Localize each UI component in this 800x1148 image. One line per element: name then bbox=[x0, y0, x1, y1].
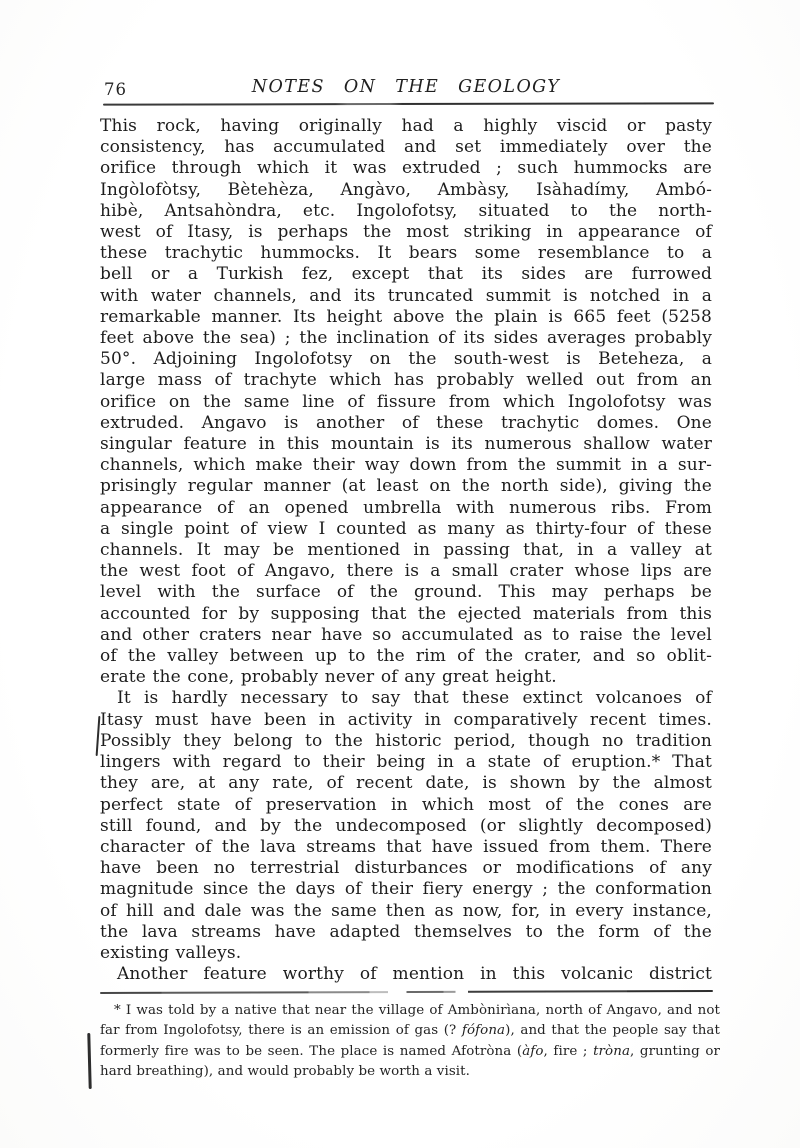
text-segment: ), and that the people say that bbox=[505, 1023, 720, 1039]
page-number: 76 bbox=[104, 80, 127, 99]
text-line bbox=[100, 434, 712, 455]
text-line bbox=[100, 561, 712, 582]
text-segment: level with the surface of the ground. This may perhaps be bbox=[100, 582, 712, 603]
text-line bbox=[100, 519, 712, 540]
text-line bbox=[100, 604, 712, 625]
text-segment: accounted for by supposing that the ejected materials from this bbox=[100, 603, 712, 624]
text-line bbox=[100, 1042, 720, 1062]
text-line bbox=[100, 222, 712, 243]
text-line bbox=[100, 116, 712, 137]
text-line bbox=[100, 158, 712, 179]
text-line bbox=[100, 773, 712, 794]
text-line bbox=[100, 476, 712, 497]
text-line bbox=[100, 1021, 720, 1041]
text-segment: orifice on the same line of fissure from which Ingolofotsy was bbox=[100, 391, 712, 412]
text-segment: of hill and dale was the same then as now, for, in every instance, bbox=[100, 900, 712, 921]
text-segment: consistency, has accumulated and set immediately over the bbox=[100, 137, 712, 158]
text-segment: perfect state of preservation in which most of the cones are bbox=[100, 794, 712, 815]
text-line bbox=[100, 349, 712, 370]
text-line bbox=[100, 286, 712, 307]
text-segment: have been no terrestrial disturbances or modifications of any bbox=[100, 858, 712, 879]
text-segment: these trachytic hummocks. It bears some resemblance to a bbox=[100, 243, 712, 264]
text-segment: large mass of trachyte which has probably welled out from an bbox=[100, 370, 712, 391]
text-segment: , fire ; bbox=[543, 1043, 594, 1059]
text-segment: of the valley between up to the rim of the crater, and so oblit- bbox=[100, 646, 712, 667]
text-segment: still found, and by the undecomposed (or slightly decomposed) bbox=[100, 815, 712, 836]
text-segment: It is hardly necessary to say that these extinct volcanoes of bbox=[117, 688, 712, 709]
text-line bbox=[100, 752, 712, 773]
text-line bbox=[100, 964, 712, 985]
text-line bbox=[100, 582, 712, 603]
text-line bbox=[100, 413, 712, 434]
text-line bbox=[100, 858, 712, 879]
text-segment: existing valleys. bbox=[100, 942, 242, 963]
text-line bbox=[100, 901, 712, 922]
text-line bbox=[100, 646, 712, 667]
text-line bbox=[100, 455, 712, 476]
text-segment: Ingòlofòtsy, Bètehèza, Angàvo, Ambàsy, Isàhadímy, Ambó- bbox=[100, 179, 712, 200]
text-line bbox=[100, 243, 712, 264]
text-line bbox=[100, 710, 712, 731]
text-line bbox=[100, 837, 712, 858]
text-segment: far from Ingolofotsy, there is an emission of gas (? bbox=[100, 1023, 462, 1039]
text-segment: the west foot of Angavo, there is a small crater whose lips are bbox=[100, 561, 712, 582]
text-segment: singular feature in this mountain is its numerous shallow water bbox=[100, 434, 712, 455]
text-line bbox=[100, 879, 712, 900]
text-line bbox=[100, 540, 712, 561]
text-segment: , grunting or bbox=[630, 1043, 720, 1059]
text-line bbox=[100, 498, 712, 519]
text-segment: tròna bbox=[593, 1043, 631, 1059]
text-segment: channels, which make their way down from the summit in a sur- bbox=[100, 455, 712, 476]
text-line bbox=[100, 667, 712, 688]
text-segment: character of the lava streams that have issued from them. There bbox=[100, 836, 712, 857]
text-segment: This rock, having originally had a highly viscid or pasty bbox=[100, 116, 712, 136]
text-segment: orifice through which it was extruded ; such hummocks are bbox=[100, 158, 712, 179]
text-line bbox=[100, 1062, 720, 1082]
text-segment: Itasy must have been in activity in comparatively recent times. bbox=[100, 709, 712, 730]
text-segment: with water channels, and its truncated summit is notched in a bbox=[100, 285, 712, 306]
text-segment: prisingly regular manner (at least on the north side), giving the bbox=[100, 476, 712, 497]
text-segment: lingers with regard to their being in a state of eruption.* That bbox=[100, 752, 712, 773]
text-line bbox=[100, 943, 712, 964]
text-segment: feet above the sea) ; the inclination of its sides averages probably bbox=[100, 328, 712, 349]
text-line bbox=[100, 731, 712, 752]
text-line bbox=[100, 625, 712, 646]
text-segment: fófona bbox=[461, 1023, 506, 1039]
text-segment: remarkable manner. Its height above the plain is 665 feet (5258 bbox=[100, 306, 712, 327]
header-rule bbox=[103, 102, 714, 105]
text-line bbox=[100, 328, 712, 349]
text-line bbox=[100, 816, 712, 837]
margin-pen-mark bbox=[87, 1033, 91, 1089]
text-line bbox=[100, 688, 712, 709]
text-segment: a single point of view I counted as many as thirty-four of these bbox=[100, 518, 712, 539]
running-header-title: NOTES ON THE GEOLOGY bbox=[251, 77, 561, 97]
text-segment: formerly fire was to be seen. The place is named Afotròna ( bbox=[100, 1043, 523, 1059]
text-line bbox=[100, 264, 712, 285]
text-segment: àfo bbox=[522, 1043, 544, 1059]
text-segment: extruded. Angavo is another of these trachytic domes. One bbox=[100, 412, 712, 433]
text-segment: 50°. Adjoining Ingolofotsy on the south-west is Beteheza, a bbox=[100, 349, 712, 370]
body-text bbox=[100, 116, 712, 985]
text-segment: they are, at any rate, of recent date, is shown by the almost bbox=[100, 773, 712, 794]
text-segment: channels. It may be mentioned in passing that, in a valley at bbox=[100, 540, 712, 561]
text-line bbox=[100, 1001, 720, 1021]
text-line bbox=[100, 307, 712, 328]
text-segment: erate the cone, probably never of any great height. bbox=[100, 667, 557, 688]
text-line bbox=[100, 370, 712, 391]
text-segment: hibè, Antsahòndra, etc. Ingolofotsy, situated to the north- bbox=[100, 200, 712, 221]
text-line bbox=[100, 922, 712, 943]
text-line bbox=[100, 137, 712, 158]
text-segment: bell or a Turkish fez, except that its sides are furrowed bbox=[100, 264, 712, 285]
text-line bbox=[100, 201, 712, 222]
text-segment: appearance of an opened umbrella with numerous ribs. From bbox=[100, 497, 712, 518]
footnote-separator-rule bbox=[100, 990, 713, 994]
text-segment: the lava streams have adapted themselves to the form of the bbox=[100, 921, 712, 942]
text-segment: hard breathing), and would probably be worth a visit. bbox=[100, 1064, 471, 1080]
text-segment: magnitude since the days of their fiery energy ; the conformation bbox=[100, 879, 712, 900]
text-line bbox=[100, 795, 712, 816]
text-segment: and other craters near have so accumulated as to raise the level bbox=[100, 624, 712, 645]
text-line bbox=[100, 392, 712, 413]
text-segment: * I was told by a native that near the village of Ambònirìana, north of Angavo, and not bbox=[114, 1003, 720, 1018]
text-segment: Another feature worthy of mention in this volcanic district bbox=[117, 964, 712, 985]
text-segment: west of Itasy, is perhaps the most striking in appearance of bbox=[100, 222, 712, 243]
footnote bbox=[100, 1001, 720, 1083]
text-segment: Possibly they belong to the historic period, though no tradition bbox=[100, 730, 712, 751]
text-line bbox=[100, 180, 712, 201]
